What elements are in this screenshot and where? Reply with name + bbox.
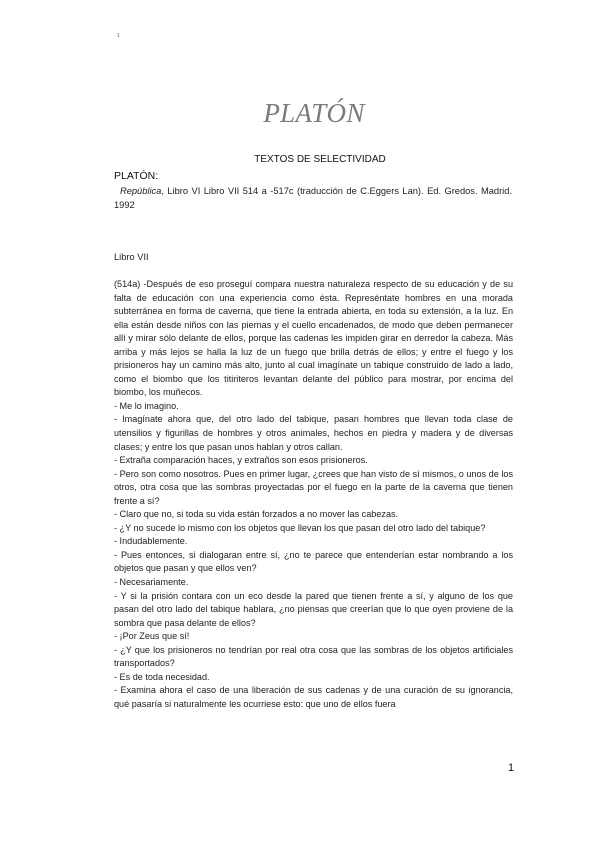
paragraph: - ¿Y que los prisioneros no tendrían por real otra cosa que las sombras de los objetos artificiales transportados? xyxy=(114,644,513,669)
paragraph: - Extraña comparación haces, y extraños son esos prisioneros. xyxy=(114,455,368,466)
paragraph: - Es de toda necesidad. xyxy=(114,671,210,682)
paragraph: - Me lo imagino. xyxy=(114,400,179,411)
paragraph: - Claro que no, si toda su vida están forzados a no mover las cabezas. xyxy=(114,509,399,520)
book-heading: Libro VII xyxy=(114,252,149,262)
reference-citation xyxy=(114,184,512,212)
author-label: PLATÓN: xyxy=(114,170,159,182)
bottom-page-number: 1 xyxy=(508,762,515,774)
document-subtitle: TEXTOS DE SELECTIVIDAD xyxy=(254,154,386,165)
paragraph: - Pues entonces, si dialogaran entre sí, ¿no te parece que entenderían estar nombrando a los objetos que pasan y que ellos ven? xyxy=(114,549,513,574)
paragraph: - Imagínate ahora que, del otro lado del tabique, pasan hombres que llevan toda clase de utensilios y figurillas de hombres y otros animales, hechos en piedra y madera y de diversas clases; y entre los que pasan unos hablan y otros callan. xyxy=(114,414,513,452)
document-title: PLATÓN xyxy=(263,98,365,128)
top-page-number: 1 xyxy=(117,33,120,39)
paragraph: - ¡Por Zeus que sí! xyxy=(114,631,190,642)
dialogue-body xyxy=(114,278,513,712)
reference-details: , Libro VI Libro VII 514 a -517c (traducción de C.Eggers Lan). Ed. Gredos. Madrid. 1992 xyxy=(114,186,512,210)
paragraph: - ¿Y no sucede lo mismo con los objetos que llevan los que pasan del otro lado del tabique? xyxy=(114,522,486,533)
paragraph: (514a) -Después de eso proseguí compara nuestra naturaleza respecto de su educación y de su falta de educación con una experiencia como ésta. Represéntate hombres en una morada subterránea en forma de caverna, que tiene la entrada abierta, en toda su extensión, a la luz. En ella están desde niños con las piernas y el cuello encadenados, de modo que deben permanecer allí y mirar sólo delante de ellos, porque las cadenas les impiden girar en derredor la cabeza. Más arriba y más lejos se halla la luz de un fuego que brilla detrás de ellos; y entre el fuego y los prisioneros hay un camino más alto, junto al cual imagínate un tabique construido de lado a lado, como el biombo que los titiriteros levantan delante del público para mostrar, por encima del biombo, los muñecos. xyxy=(114,279,513,398)
paragraph: - Pero son como nosotros. Pues en primer lugar, ¿crees que han visto de sí mismos, o unos de los otros, otra cosa que las sombras proyectadas por el fuego en la parte de la caverna que tienen frente a sí? xyxy=(114,468,513,506)
paragraph: - Y si la prisión contara con un eco desde la pared que tienen frente a sí, y alguno de los que pasan del otro lado del tabique hablara, ¿no piensas que creerían que lo que oyen proviene de la sombra que pasa delante de ellos? xyxy=(114,590,513,628)
reference-work-title: República xyxy=(120,186,162,196)
paragraph: - Necesariamente. xyxy=(114,577,189,588)
paragraph: - Examina ahora el caso de una liberación de sus cadenas y de una curación de su ignorancia, qué pasaría si naturalmente les ocurriese esto: que uno de ellos fuera xyxy=(114,685,513,709)
paragraph: - Indudablemente. xyxy=(114,536,188,547)
